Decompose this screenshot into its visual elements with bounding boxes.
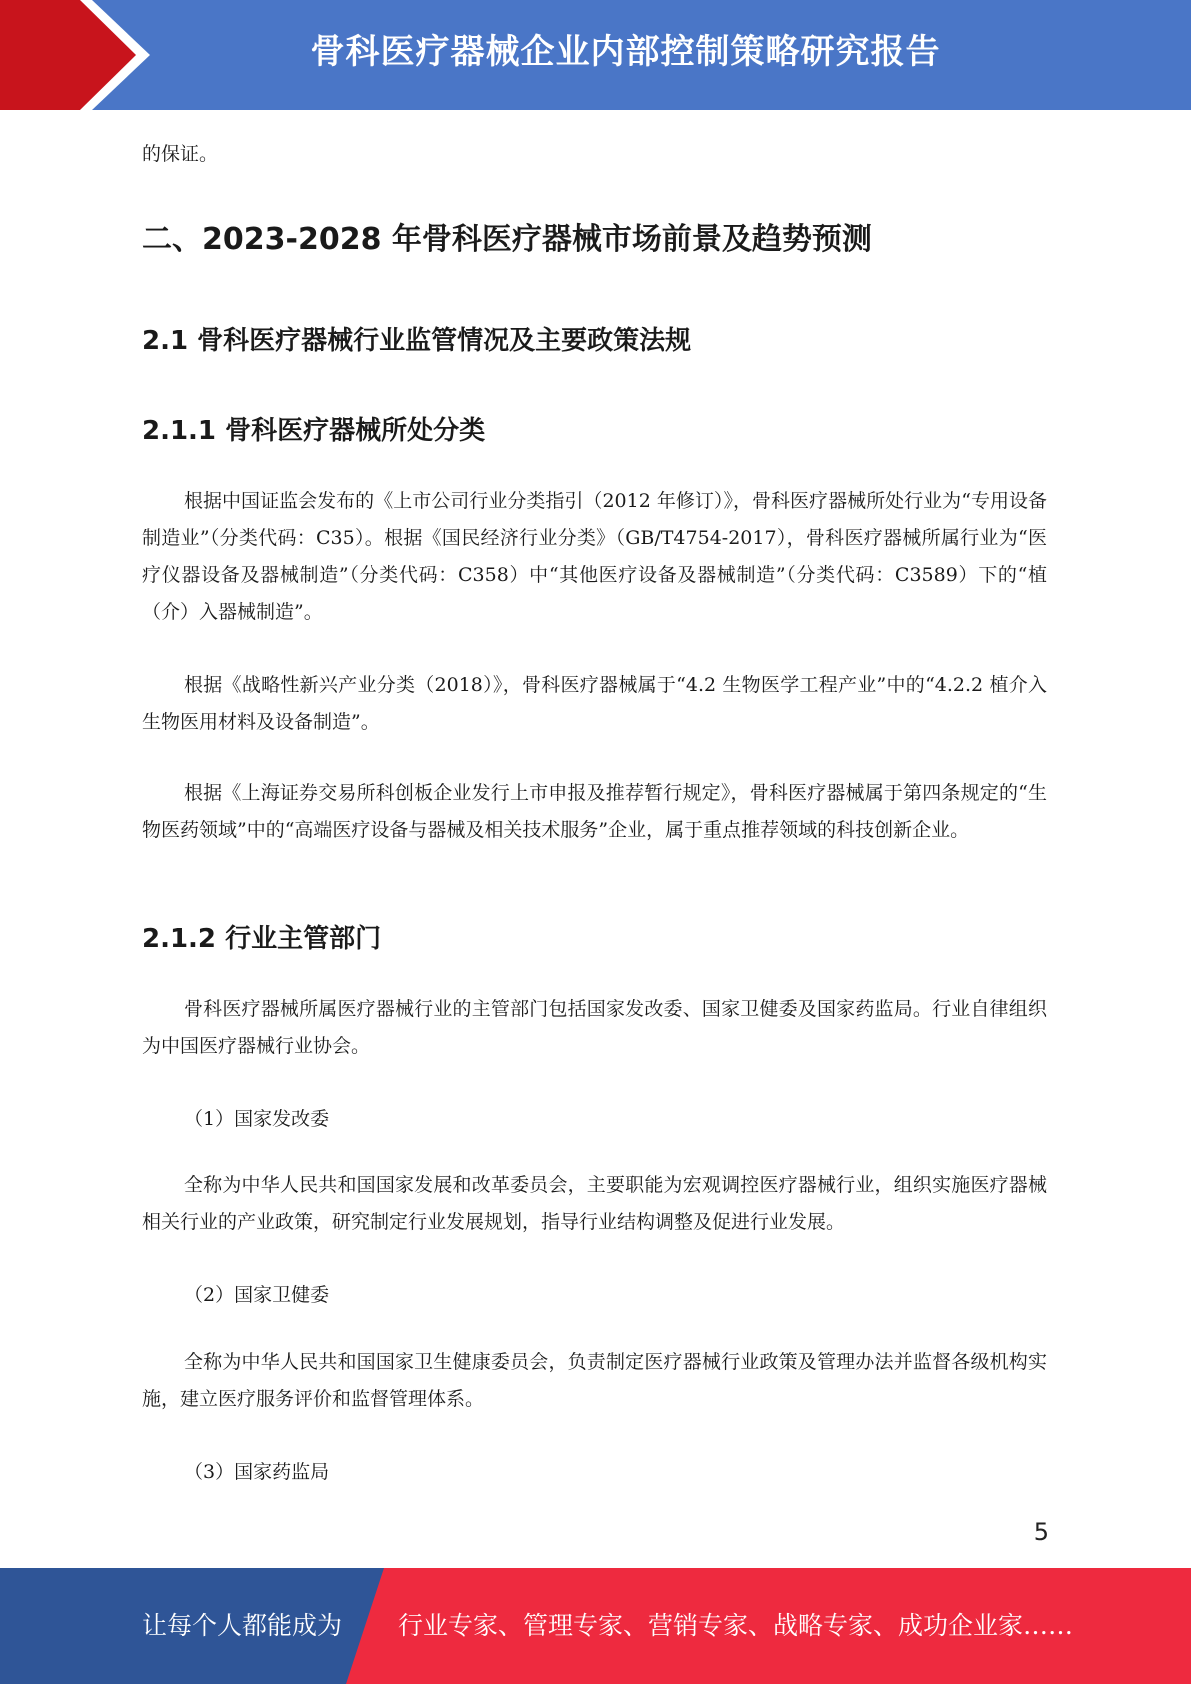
page-footer [0,1568,1191,1684]
header-red-arrow-icon [0,0,150,110]
paragraph-authorities: 骨科医疗器械所属医疗器械行业的主管部门包括国家发改委、国家卫健委及国家药监局。行业自律组织为中国医疗器械行业协会。 [142,998,1047,1057]
subsection-heading-2-1-1: 2.1.1 骨科医疗器械所处分类 [142,416,486,446]
paragraph-classification-2: 根据《战略性新兴产业分类（2018）》，骨科医疗器械属于“4.2 生物医学工程产业”中的“4.2.2 植介入生物医用材料及设备制造”。 [142,674,1047,733]
list-item-nmpa: （3）国家药监局 [184,1461,330,1483]
paragraph-classification-3: 根据《上海证券交易所科创板企业发行上市申报及推荐暂行规定》，骨科医疗器械属于第四条规定的“生物医药领域”中的“高端医疗设备与器械及相关技术服务”企业，属于重点推荐领域的科技创新企业。 [142,782,1047,841]
list-item-ndrc: （1）国家发改委 [184,1108,330,1130]
page-header [0,0,1191,110]
paragraph-ndrc: 全称为中华人民共和国国家发展和改革委员会，主要职能为宏观调控医疗器械行业，组织实施医疗器械相关行业的产业政策，研究制定行业发展规划，指导行业结构调整及促进行业发展。 [142,1174,1047,1233]
subsection-heading-2-1: 2.1 骨科医疗器械行业监管情况及主要政策法规 [142,326,692,356]
paragraph-classification-1: 根据中国证监会发布的《上市公司行业分类指引（2012 年修订）》，骨科医疗器械所处行业为“专用设备制造业”（分类代码：C35）。根据《国民经济行业分类》（GB/T4754-2017），骨科医疗器械所属行业为“医疗仪器设备及器械制造”（分类代码：C358）中“其他医疗设备及器械制造”（分类代码：C3589）下的“植（介）入器械制造”。 [142,490,1047,623]
paragraph-nhc: 全称为中华人民共和国国家卫生健康委员会，负责制定医疗器械行业政策及管理办法并监督各级机构实施，建立医疗服务评价和监督管理体系。 [142,1351,1047,1410]
list-item-nhc: （2）国家卫健委 [184,1284,330,1306]
page-number: 5 [1033,1518,1049,1546]
report-title: 骨科医疗器械企业内部控制策略研究报告 [310,32,941,72]
footer-slogan-left: 让每个人都能成为 [142,1611,343,1640]
paragraph-continuation: 的保证。 [142,143,219,165]
section-heading: 二、2023-2028 年骨科医疗器械市场前景及趋势预测 [142,222,872,257]
subsection-heading-2-1-2: 2.1.2 行业主管部门 [142,924,382,954]
footer-slogan-right: 行业专家、管理专家、营销专家、战略专家、成功企业家…… [398,1611,1074,1640]
